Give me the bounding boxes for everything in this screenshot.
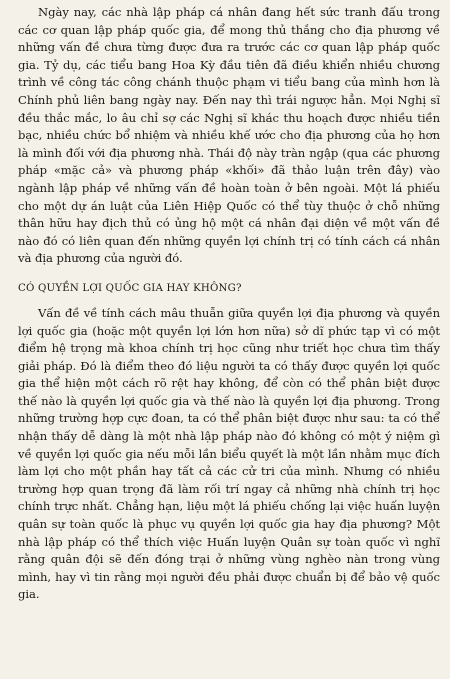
section-heading: CÓ QUYỀN LỢI QUỐC GIA HAY KHÔNG?: [18, 282, 242, 294]
paragraph-intro: Ngày nay, các nhà lập pháp cá nhân đang hết sức tranh đấu trong các cơ quan lập pháp quốc gia, để mong thủ thắng cho địa phương về những vấn đề chưa từng được đưa ra trước các cơ quan lập pháp quốc gia. Tỷ dụ, các tiểu bang Hoa Kỳ đầu tiên đã điều khiển nhiều chương trình về công tác công chánh thuộc phạm vi tiểu bang của mình hơn là Chính phủ liên bang ngày nay. Đến nay thì trái ngược hẳn. Mọi Nghị sĩ đều thắc mắc, lo âu chỉ sợ các Nghị sĩ khác thu hoạch được nhiều tiền bạc, nhiều chức bổ nhiệm và nhiều khế ước cho địa phương của họ hơn là mình đối với địa phương nhà. Thái độ này tràn ngập (qua các phương pháp «mặc cả» và phương pháp «khối» đã thảo luận trên đây) vào ngành lập pháp về những vấn đề hoàn toàn ở bên ngoài. Một lá phiếu cho một dự án luật của Liên Hiệp Quốc có thể tùy thuộc ở chỗ những thân hữu hay địch thủ có ủng hộ một cá nhân đại diện về một vấn đề nào đó có liên quan đến những quyền lợi chính trị có tính cách cá nhân và địa phương của người đó.: [18, 5, 440, 266]
paragraph-national-interest: Vấn đề về tính cách mâu thuẫn giữa quyền lợi địa phương và quyền lợi quốc gia (hoặc một quyền lợi lớn hơn nữa) sở dĩ phức tạp vì có một điểm hệ trọng mà khoa chính trị học cũng như triết học chưa tìm thấy giải pháp. Đó là điểm theo đó liệu người ta có thấy được quyền lợi quốc gia thể hiện một cách rõ rệt hay không, để còn có thể phân biệt được thế nào là quyền lợi quốc gia và thế nào là quyền lợi địa phương. Trong những trường hợp cực đoan, ta có thể phân biệt được như sau: ta có thể nhận thấy dễ dàng là một nhà lập pháp nào đó không có một ý niệm gì về quyền lợi quốc gia nếu mỗi lần biểu quyết là một lần nhằm mục đích làm lợi cho một phần hay tất cả các cử tri của mình. Nhưng có nhiều trường hợp quan trọng đã làm rối trí ngay cả những nhà chính trị học chính trực nhất. Chẳng hạn, liệu một lá phiếu chống lại việc huấn luyện quân sự toàn quốc là phục vụ quyền lợi quốc gia hay địa phương? Một nhà lập pháp có thể thích việc Huấn luyện Quân sự toàn quốc vì nghĩ rằng quân đội sẽ đến đóng trại ở những vùng nghèo nàn trong vùng mình, hay vì tin rằng mọi người đều phải được chuẩn bị để bảo vệ quốc gia.: [18, 305, 440, 602]
